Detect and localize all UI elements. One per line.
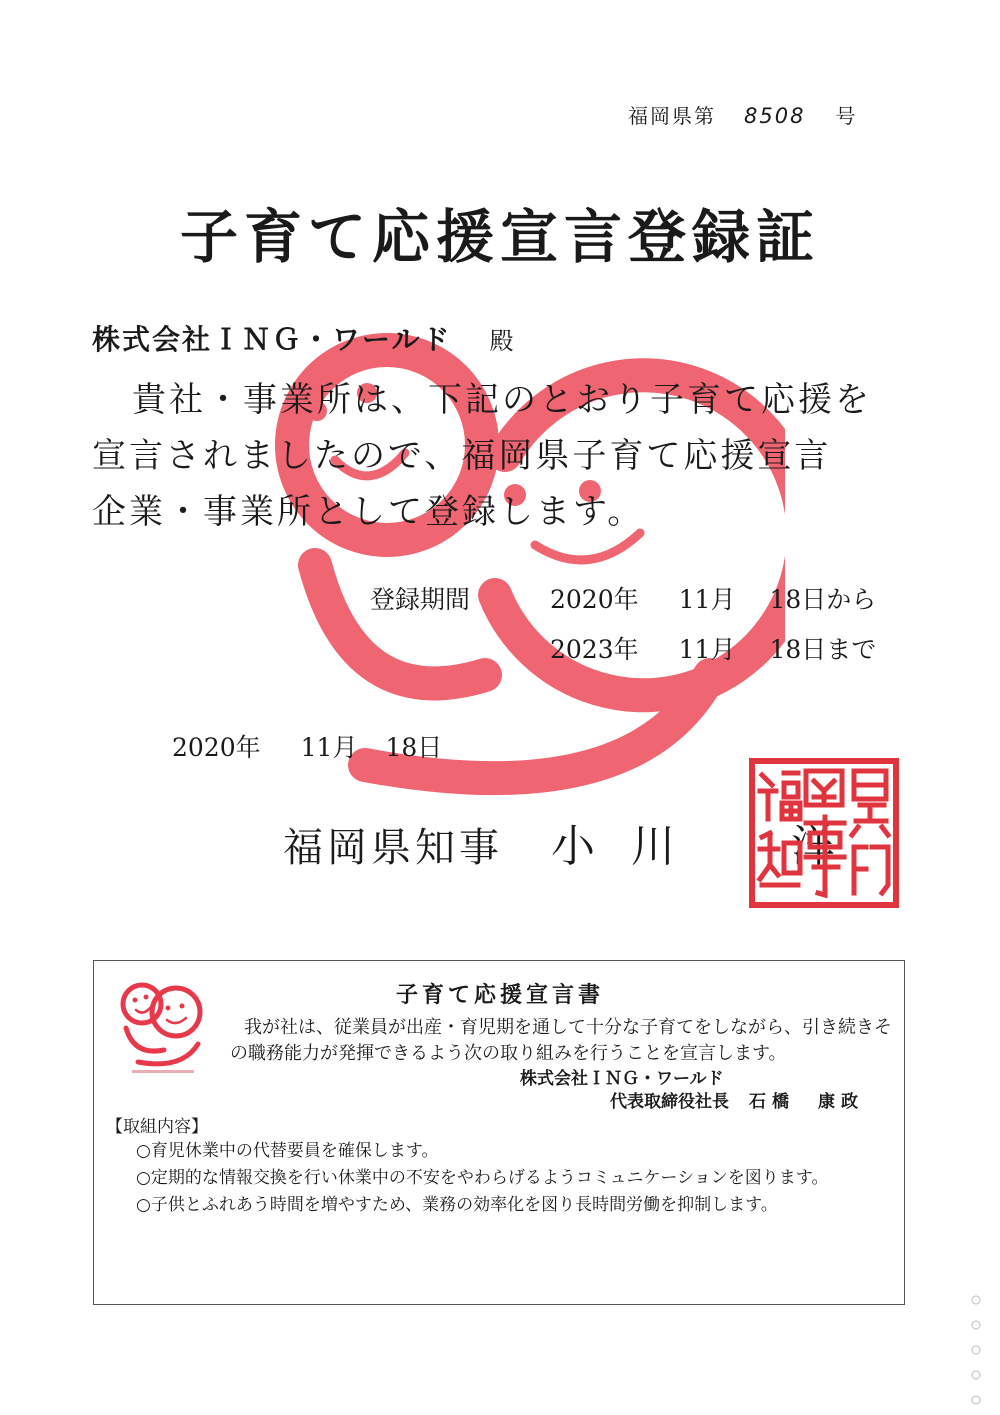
signatory-title: 福岡県知事 <box>283 825 503 871</box>
year-unit: 年 <box>613 635 639 664</box>
registration-period-end <box>370 630 876 666</box>
year-unit: 年 <box>235 733 261 762</box>
recipient <box>92 318 515 358</box>
start-year: 2020 <box>550 585 614 614</box>
reg-number-value: 8508 <box>744 104 806 128</box>
month-unit: 月 <box>710 635 736 664</box>
body-line: 貴社・事業所は、下記のとおり子育て応援を <box>132 380 872 420</box>
signatory-name: 小川 洋 <box>551 821 871 872</box>
issue-date <box>172 728 442 764</box>
start-day: 18 <box>769 585 802 614</box>
issue-month: 11 <box>300 733 333 762</box>
reg-suffix: 号 <box>835 104 858 128</box>
rep-title: 代表取締役社長 <box>610 1092 729 1112</box>
official-seal-icon <box>748 757 900 909</box>
registration-period-start <box>370 580 876 616</box>
certificate-body <box>92 372 932 540</box>
declaration-body-line: の職務能力が発揮できるよう次の取り組みを行うことを宣言します。 <box>230 1043 787 1064</box>
declaration-representative <box>610 1087 864 1112</box>
initiatives-list <box>136 1138 828 1219</box>
certificate-title: 子育て応援宣言登録証 <box>179 203 820 271</box>
declaration-body-line: 我が社は、従業員が出産・育児期を通して十分な子育てをしながら、引き続きそ <box>244 1017 892 1038</box>
month-unit: 月 <box>710 585 736 614</box>
year-unit: 年 <box>613 585 639 614</box>
rep-name: 石橋 康政 <box>749 1092 864 1112</box>
day-unit: 日まで <box>801 635 877 664</box>
issue-year: 2020 <box>172 733 236 762</box>
end-year: 2023 <box>550 635 614 664</box>
list-item: ○定期的な情報交換を行い休業中の不安をやわらげるようコミュニケーションを図ります。 <box>136 1168 829 1188</box>
registration-number <box>628 100 857 129</box>
list-item: ○育児休業中の代替要員を確保します。 <box>136 1141 439 1161</box>
initiatives-heading: 【取組内容】 <box>106 1117 208 1137</box>
recipient-name: 株式会社ＩＮＧ・ワールド <box>92 323 452 356</box>
start-month: 11 <box>678 585 711 614</box>
end-month: 11 <box>678 635 711 664</box>
day-unit: 日 <box>417 733 443 762</box>
body-line: 企業・事業所として登録します。 <box>92 492 645 532</box>
body-line: 宣言されましたので、福岡県子育て応援宣言 <box>92 436 832 476</box>
end-day: 18 <box>769 635 802 664</box>
month-unit: 月 <box>332 733 358 762</box>
declaration-company: 株式会社ＩＮＧ・ワールド <box>520 1069 724 1089</box>
declaration-body <box>230 1015 900 1067</box>
period-label: 登録期間 <box>370 585 471 614</box>
list-item: ○子供とふれあう時間を増やすため、業務の効率化を図り長時間労働を抑制します。 <box>136 1195 778 1215</box>
issue-day: 18 <box>385 733 418 762</box>
day-unit: 日から <box>801 585 877 614</box>
reg-prefix: 福岡県第 <box>628 104 716 128</box>
recipient-honorific: 殿 <box>489 327 516 355</box>
edge-marks <box>968 1290 988 1410</box>
declaration-title: 子育て応援宣言書 <box>395 982 604 1008</box>
